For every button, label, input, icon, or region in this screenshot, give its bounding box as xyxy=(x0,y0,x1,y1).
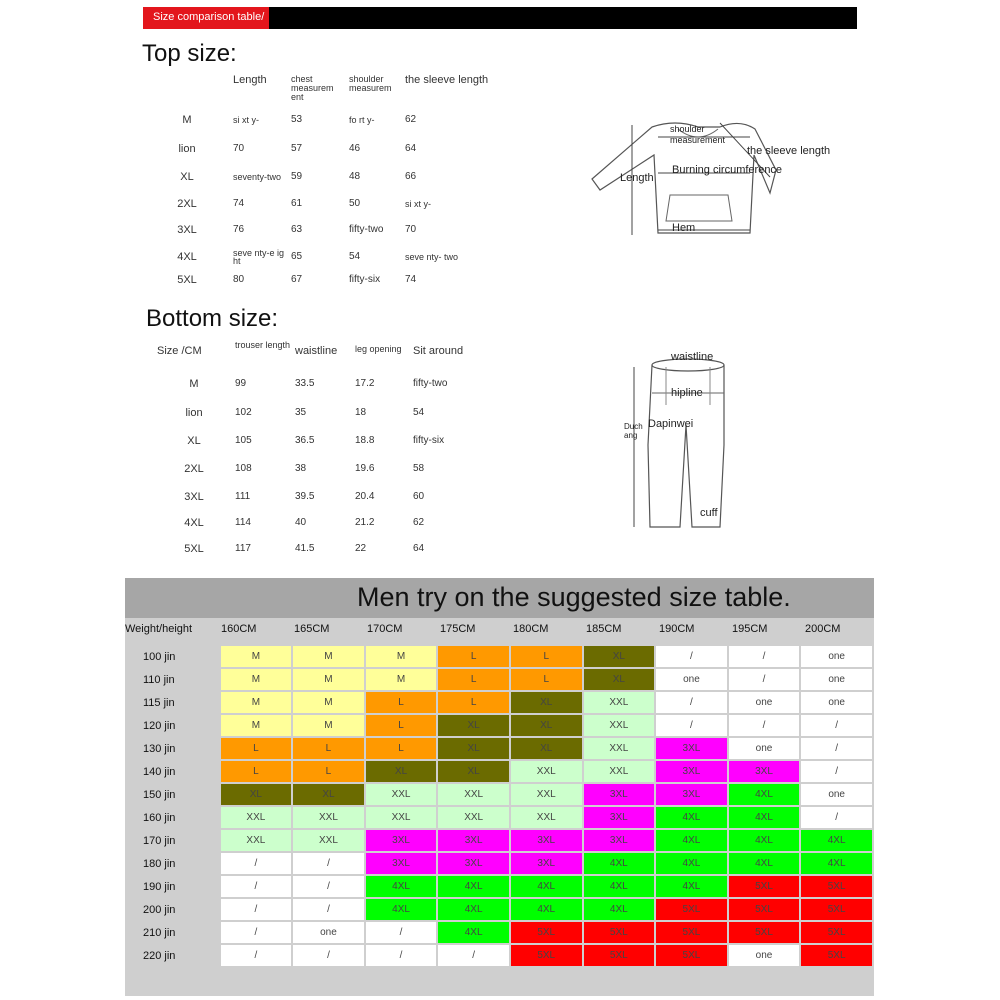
bottom-waist: 35 xyxy=(295,406,307,418)
grid-cell: / xyxy=(293,945,364,966)
top-shoulder: 46 xyxy=(349,142,361,154)
bottom-sit: 58 xyxy=(413,463,425,474)
grid-cell: 5XL xyxy=(656,899,727,920)
grid-weight-label: 120 jin xyxy=(127,715,219,736)
grid-weight-label: 170 jin xyxy=(127,830,219,851)
grid-cell: 4XL xyxy=(366,876,437,897)
jacket-hem-label: Hem xyxy=(672,222,696,234)
grid-cell: XL xyxy=(366,761,437,782)
grid-cell: L xyxy=(293,738,364,759)
grid-cell: XXL xyxy=(293,807,364,828)
top-chest: 63 xyxy=(291,224,303,235)
grid-row xyxy=(127,669,872,690)
grid-cell: L xyxy=(221,738,292,759)
grid-table xyxy=(125,644,874,968)
top-row xyxy=(143,190,513,217)
grid-weight-label: 110 jin xyxy=(127,669,219,690)
pants-dapinwei-label: Dapinwei xyxy=(648,418,694,430)
grid-cell: / xyxy=(366,945,437,966)
grid-cell: 5XL xyxy=(801,945,872,966)
top-size-label: M xyxy=(182,113,192,126)
grid-row xyxy=(127,761,872,782)
grid-cell: L xyxy=(293,761,364,782)
grid-cell: 3XL xyxy=(729,761,800,782)
grid-row xyxy=(127,784,872,805)
grid-cell: 5XL xyxy=(511,922,582,943)
grid-row xyxy=(127,692,872,713)
bottom-leg: 18.8 xyxy=(355,435,375,446)
grid-cell: 5XL xyxy=(656,945,727,966)
bottom-trouser: 117 xyxy=(235,542,251,554)
grid-cell: M xyxy=(293,646,364,667)
bottom-header-sit: Sit around xyxy=(413,345,464,357)
top-chest: 65 xyxy=(291,250,303,262)
grid-cell: M xyxy=(366,669,437,690)
grid-cell: 3XL xyxy=(438,853,509,874)
grid-cell: M xyxy=(221,669,292,690)
grid-row xyxy=(127,945,872,966)
grid-cell: 3XL xyxy=(656,761,727,782)
grid-title: Men try on the suggested size table. xyxy=(357,582,791,612)
pants-diagram xyxy=(620,345,770,535)
grid-height-header: 190CM xyxy=(659,623,695,635)
bottom-header-leg: leg opening xyxy=(355,344,402,354)
top-chest: 67 xyxy=(291,274,303,285)
grid-weight-label: 150 jin xyxy=(127,784,219,805)
grid-cell: XL xyxy=(584,646,655,667)
grid-cell: 5XL xyxy=(801,876,872,897)
grid-cell: XL xyxy=(438,715,509,736)
grid-weight-label: 190 jin xyxy=(127,876,219,897)
grid-cell: L xyxy=(221,761,292,782)
grid-cell: 3XL xyxy=(584,807,655,828)
grid-cell: one xyxy=(801,692,872,713)
grid-cell: one xyxy=(801,784,872,805)
top-size-table xyxy=(143,75,513,290)
bottom-leg: 20.4 xyxy=(355,490,375,502)
grid-cell: / xyxy=(656,692,727,713)
bottom-row xyxy=(155,510,495,536)
grid-body xyxy=(127,646,872,966)
top-length: 70 xyxy=(233,142,245,154)
bottom-header-size: Size /CM xyxy=(157,345,202,357)
top-row xyxy=(143,105,513,134)
bottom-trouser: 114 xyxy=(235,517,251,528)
bottom-size-label: M xyxy=(189,377,199,390)
top-chest: 57 xyxy=(291,142,303,154)
bottom-sit: 62 xyxy=(413,517,425,528)
grid-cell: / xyxy=(221,876,292,897)
grid-cell: XXL xyxy=(584,761,655,782)
top-shoulder: 50 xyxy=(349,197,361,209)
bottom-leg: 19.6 xyxy=(355,463,375,474)
grid-cell: 5XL xyxy=(729,922,800,943)
grid-cell: XXL xyxy=(366,784,437,805)
grid-cell: 3XL xyxy=(656,784,727,805)
grid-cell: / xyxy=(293,853,364,874)
grid-cell: 4XL xyxy=(729,784,800,805)
grid-cell: XXL xyxy=(584,715,655,736)
grid-weight-label: 180 jin xyxy=(127,853,219,874)
grid-cell: 3XL xyxy=(438,830,509,851)
grid-height-header: 175CM xyxy=(440,623,476,635)
bottom-size-label: 5XL xyxy=(184,542,204,555)
jacket-diagram xyxy=(580,115,850,245)
grid-cell: / xyxy=(366,922,437,943)
pants-duch-label: Duch ang xyxy=(624,422,643,440)
grid-weight-label: 200 jin xyxy=(127,899,219,920)
bottom-sit: 60 xyxy=(413,490,425,502)
top-header-sleeve: the sleeve length xyxy=(405,75,489,86)
bottom-size-table xyxy=(155,341,495,561)
grid-cell: L xyxy=(438,646,509,667)
grid-cell: M xyxy=(221,646,292,667)
bottom-size-label: XL xyxy=(187,435,201,447)
bottom-waist: 38 xyxy=(295,463,307,474)
bottom-size-label: 2XL xyxy=(184,463,204,475)
top-size-label: 5XL xyxy=(177,274,197,286)
grid-cell: L xyxy=(438,692,509,713)
grid-row xyxy=(127,830,872,851)
grid-cell: XL xyxy=(511,715,582,736)
grid-weight-label: 210 jin xyxy=(127,922,219,943)
grid-weight-label: 220 jin xyxy=(127,945,219,966)
jacket-shoulder-label: shoulder measurement xyxy=(670,124,726,145)
bottom-trouser: 111 xyxy=(235,490,251,502)
top-shoulder: fo rt y- xyxy=(349,114,375,125)
bottom-row xyxy=(155,483,495,510)
jacket-length-label: Length xyxy=(620,172,654,184)
grid-cell: / xyxy=(656,646,727,667)
grid-cell: 3XL xyxy=(584,784,655,805)
grid-cell: / xyxy=(221,945,292,966)
grid-cell: L xyxy=(366,738,437,759)
suggested-size-grid xyxy=(125,578,874,996)
grid-cell: 3XL xyxy=(366,853,437,874)
bottom-leg: 21.2 xyxy=(355,517,375,528)
grid-cell: XXL xyxy=(584,738,655,759)
grid-height-header: 165CM xyxy=(294,623,330,635)
grid-cell: / xyxy=(293,899,364,920)
grid-cell: 5XL xyxy=(511,945,582,966)
grid-height-header: 170CM xyxy=(367,623,403,635)
grid-cell: 4XL xyxy=(438,899,509,920)
top-header-length: Length xyxy=(233,75,267,86)
grid-cell: / xyxy=(729,646,800,667)
grid-cell: XXL xyxy=(511,761,582,782)
grid-cell: XL xyxy=(511,738,582,759)
grid-cell: 5XL xyxy=(584,945,655,966)
grid-cell: XXL xyxy=(293,830,364,851)
grid-cell: M xyxy=(293,715,364,736)
top-row xyxy=(143,217,513,243)
pants-illustration xyxy=(620,345,770,535)
grid-cell: 4XL xyxy=(511,876,582,897)
grid-weight-label: 140 jin xyxy=(127,761,219,782)
jacket-sleeve-label: the sleeve length xyxy=(747,145,831,157)
bottom-trouser: 105 xyxy=(235,435,252,446)
grid-height-header: 195CM xyxy=(732,623,768,635)
grid-cell: / xyxy=(221,853,292,874)
grid-weight-label: 115 jin xyxy=(127,692,219,713)
top-length: seventy-two xyxy=(233,171,282,182)
grid-cell: L xyxy=(366,715,437,736)
grid-cell: 5XL xyxy=(584,922,655,943)
grid-cell: 4XL xyxy=(438,922,509,943)
bottom-size-title: Bottom size: xyxy=(146,305,279,332)
grid-cell: / xyxy=(801,761,872,782)
header-label: Size comparison table/ xyxy=(153,11,265,23)
top-sleeve: 66 xyxy=(405,170,417,182)
grid-cell: 5XL xyxy=(729,899,800,920)
header-red-tab xyxy=(143,7,269,29)
grid-cell: 4XL xyxy=(584,899,655,920)
grid-cell: / xyxy=(801,738,872,759)
grid-cell: XXL xyxy=(438,784,509,805)
grid-cell: XL xyxy=(438,738,509,759)
grid-height-header: 180CM xyxy=(513,623,549,635)
top-row xyxy=(143,163,513,190)
bottom-waist: 36.5 xyxy=(295,435,315,446)
bottom-header-trouser: trouser length xyxy=(235,341,291,350)
bottom-leg: 18 xyxy=(355,406,367,418)
top-header-size xyxy=(143,75,231,105)
grid-cell: XXL xyxy=(511,784,582,805)
bottom-waist: 39.5 xyxy=(295,490,315,502)
grid-cell: 4XL xyxy=(729,830,800,851)
top-size-title: Top size: xyxy=(142,40,237,67)
bottom-header-waist: waistline xyxy=(295,345,338,357)
top-row xyxy=(143,270,513,290)
grid-cell: XXL xyxy=(221,830,292,851)
grid-cell: XXL xyxy=(366,807,437,828)
grid-cell: / xyxy=(656,715,727,736)
top-length: 80 xyxy=(233,274,245,285)
grid-title-band xyxy=(125,578,874,618)
grid-row xyxy=(127,715,872,736)
top-chest: 61 xyxy=(291,197,303,209)
grid-cell: L xyxy=(366,692,437,713)
top-sleeve: si xt y- xyxy=(405,198,431,209)
grid-cell: / xyxy=(729,669,800,690)
grid-cell: 5XL xyxy=(801,899,872,920)
top-header-chest: chest measurem ent xyxy=(291,75,334,102)
bottom-row xyxy=(155,536,495,561)
grid-cell: 3XL xyxy=(511,853,582,874)
grid-cell: 3XL xyxy=(656,738,727,759)
grid-cell: one xyxy=(801,646,872,667)
pants-cuff-label: cuff xyxy=(700,507,718,519)
grid-cell: one xyxy=(729,692,800,713)
grid-cell: 4XL xyxy=(656,876,727,897)
top-row xyxy=(143,243,513,270)
bottom-row xyxy=(155,427,495,455)
grid-cell: XL xyxy=(511,692,582,713)
grid-cell: 4XL xyxy=(729,853,800,874)
grid-weight-label: 130 jin xyxy=(127,738,219,759)
bottom-trouser: 102 xyxy=(235,406,252,418)
bottom-sit: fifty-two xyxy=(413,377,448,389)
grid-cell: L xyxy=(511,669,582,690)
grid-cell: 4XL xyxy=(511,899,582,920)
bottom-waist: 41.5 xyxy=(295,542,315,554)
grid-cell: one xyxy=(656,669,727,690)
top-size-label: 3XL xyxy=(177,224,197,236)
grid-cell: XXL xyxy=(511,807,582,828)
top-sleeve: 62 xyxy=(405,113,417,125)
grid-cell: XXL xyxy=(221,807,292,828)
grid-cell: 3XL xyxy=(511,830,582,851)
pants-hip-label: hipline xyxy=(671,387,703,399)
bottom-sit: fifty-six xyxy=(413,435,445,446)
grid-row xyxy=(127,922,872,943)
grid-cell: 4XL xyxy=(438,876,509,897)
top-sleeve: seve nty- two xyxy=(405,251,459,262)
grid-cell: / xyxy=(221,899,292,920)
top-size-label: 2XL xyxy=(177,197,197,210)
grid-cell: XL xyxy=(293,784,364,805)
grid-cell: 4XL xyxy=(656,853,727,874)
bottom-header-row xyxy=(155,341,495,369)
grid-cell: one xyxy=(729,738,800,759)
grid-cell: M xyxy=(221,692,292,713)
grid-weight-label: 160 jin xyxy=(127,807,219,828)
jacket-burning-label: Burning circumference xyxy=(672,164,783,176)
top-length: 76 xyxy=(233,224,245,235)
top-shoulder: fifty-two xyxy=(349,224,384,235)
top-sleeve: 74 xyxy=(405,274,417,285)
grid-cell: 4XL xyxy=(656,807,727,828)
top-size-label: XL xyxy=(180,170,194,183)
grid-cell: 5XL xyxy=(656,922,727,943)
grid-cell: / xyxy=(729,715,800,736)
grid-cell: / xyxy=(438,945,509,966)
bottom-size-label: 3XL xyxy=(184,490,204,503)
grid-cell: 3XL xyxy=(584,830,655,851)
top-header-row xyxy=(143,75,513,105)
grid-cell: one xyxy=(729,945,800,966)
grid-cell: M xyxy=(366,646,437,667)
bottom-sit: 64 xyxy=(413,542,425,554)
grid-cell: one xyxy=(801,669,872,690)
bottom-leg: 22 xyxy=(355,542,367,554)
bottom-size-label: lion xyxy=(185,406,203,419)
grid-cell: 4XL xyxy=(656,830,727,851)
bottom-row xyxy=(155,398,495,427)
grid-row xyxy=(127,853,872,874)
top-header-shoulder: shoulder measurem xyxy=(349,75,392,93)
top-row xyxy=(143,134,513,163)
top-shoulder: fifty-six xyxy=(349,274,381,285)
grid-cell: 4XL xyxy=(801,830,872,851)
grid-cell: / xyxy=(801,807,872,828)
grid-row xyxy=(127,807,872,828)
grid-cell: M xyxy=(293,692,364,713)
grid-row xyxy=(127,646,872,667)
top-sleeve: 64 xyxy=(405,142,417,154)
bottom-trouser: 108 xyxy=(235,463,252,474)
bottom-waist: 33.5 xyxy=(295,377,315,389)
bottom-trouser: 99 xyxy=(235,377,247,389)
grid-height-header: 160CM xyxy=(221,623,257,635)
top-length: seve nty-e ight xyxy=(233,247,285,266)
bottom-row xyxy=(155,455,495,483)
top-length: si xt y- xyxy=(233,114,259,125)
bottom-leg: 17.2 xyxy=(355,377,375,389)
top-size-label: lion xyxy=(178,142,196,155)
grid-height-header: 185CM xyxy=(586,623,622,635)
grid-header-row xyxy=(125,618,874,644)
grid-cell: 4XL xyxy=(801,853,872,874)
grid-row xyxy=(127,899,872,920)
grid-cell: XL xyxy=(584,669,655,690)
grid-weight-label: 100 jin xyxy=(127,646,219,667)
top-chest: 59 xyxy=(291,170,303,182)
grid-cell: L xyxy=(438,669,509,690)
grid-cell: L xyxy=(511,646,582,667)
grid-cell: 4XL xyxy=(366,899,437,920)
grid-cell: XL xyxy=(438,761,509,782)
grid-corner-label: Weight/height xyxy=(125,623,193,635)
grid-cell: 4XL xyxy=(584,876,655,897)
grid-cell: / xyxy=(221,922,292,943)
bottom-waist: 40 xyxy=(295,517,307,528)
grid-cell: 5XL xyxy=(729,876,800,897)
grid-cell: 5XL xyxy=(801,922,872,943)
grid-cell: 4XL xyxy=(729,807,800,828)
top-shoulder: 48 xyxy=(349,170,361,182)
grid-cell: / xyxy=(801,715,872,736)
grid-cell: XXL xyxy=(438,807,509,828)
grid-height-header: 200CM xyxy=(805,623,841,635)
top-length: 74 xyxy=(233,197,245,209)
grid-cell: XL xyxy=(221,784,292,805)
grid-cell: M xyxy=(221,715,292,736)
pants-waist-label: waistline xyxy=(671,351,714,363)
top-shoulder: 54 xyxy=(349,250,361,262)
bottom-sit: 54 xyxy=(413,406,425,418)
grid-row xyxy=(127,738,872,759)
grid-cell: 3XL xyxy=(366,830,437,851)
top-sleeve: 70 xyxy=(405,224,417,235)
header-bar xyxy=(143,7,857,29)
grid-cell: 4XL xyxy=(584,853,655,874)
bottom-size-label: 4XL xyxy=(184,517,204,529)
grid-cell: M xyxy=(293,669,364,690)
grid-cell: XXL xyxy=(584,692,655,713)
grid-row xyxy=(127,876,872,897)
grid-cell: / xyxy=(293,876,364,897)
bottom-row xyxy=(155,369,495,398)
top-chest: 53 xyxy=(291,113,303,125)
grid-cell: one xyxy=(293,922,364,943)
top-size-label: 4XL xyxy=(177,250,197,263)
